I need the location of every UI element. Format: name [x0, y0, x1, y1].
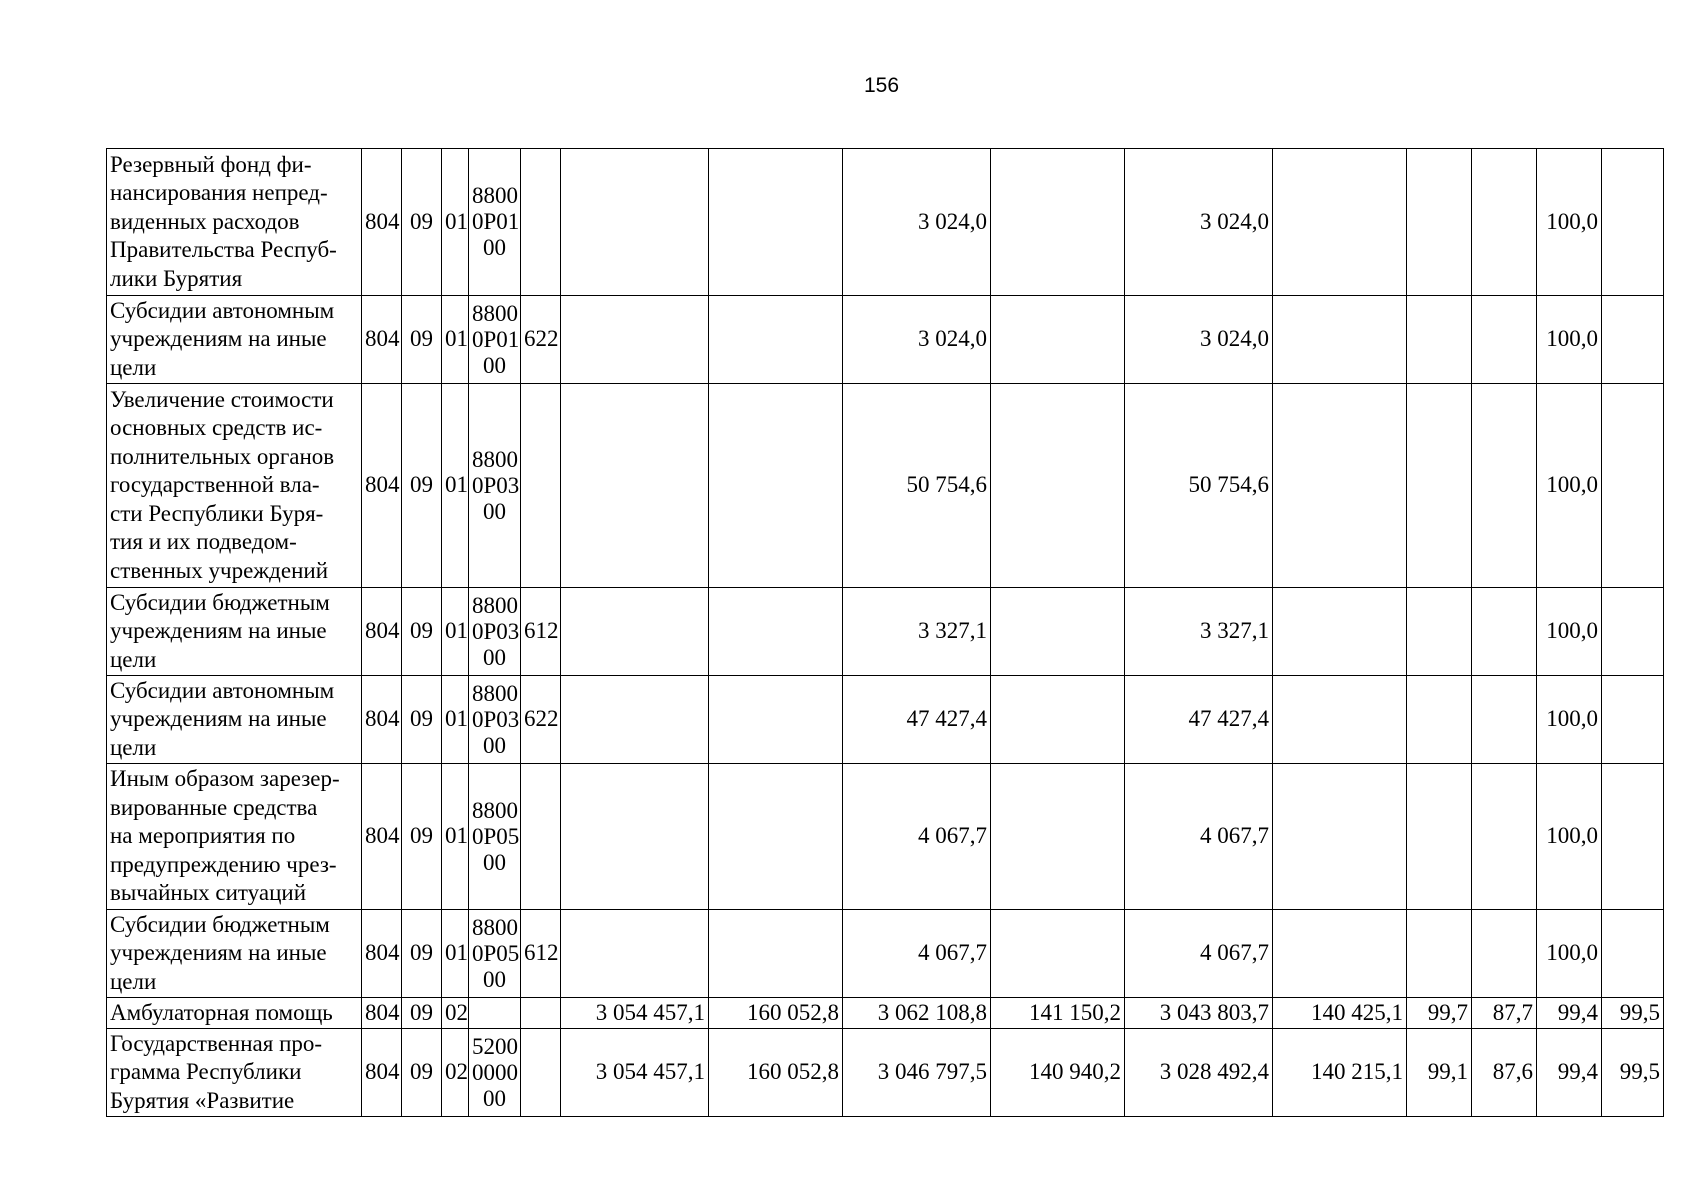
vr-code: 622 [521, 296, 561, 384]
percent-cell [1472, 296, 1537, 384]
value-cell: 3 046 797,5 [843, 1029, 991, 1117]
table-row [107, 764, 1664, 910]
value-cell: 3 054 457,1 [561, 1029, 709, 1117]
ved-code: 804 [362, 910, 402, 998]
percent-cell [1407, 588, 1472, 676]
pr-code: 02 [442, 998, 469, 1029]
value-cell: 3 062 108,8 [843, 998, 991, 1029]
percent-cell [1472, 384, 1537, 588]
rz-code: 09 [402, 1029, 442, 1117]
value-cell [561, 149, 709, 296]
rz-code: 09 [402, 998, 442, 1029]
rz-code: 09 [402, 384, 442, 588]
ved-code: 804 [362, 384, 402, 588]
percent-cell [1472, 910, 1537, 998]
table-row [107, 384, 1664, 588]
percent-cell [1602, 676, 1664, 764]
value-cell: 50 754,6 [843, 384, 991, 588]
percent-cell: 87,7 [1472, 998, 1537, 1029]
value-cell: 3 024,0 [1125, 296, 1273, 384]
percent-cell [1407, 384, 1472, 588]
value-cell: 140 425,1 [1273, 998, 1407, 1029]
rz-code: 09 [402, 296, 442, 384]
percent-cell [1472, 149, 1537, 296]
value-cell [709, 149, 843, 296]
table-row [107, 676, 1664, 764]
percent-cell: 100,0 [1537, 910, 1602, 998]
row-description: Субсидии автономным учреждениям на иные цели [107, 676, 362, 764]
value-cell: 3 024,0 [1125, 149, 1273, 296]
vr-code [521, 1029, 561, 1117]
value-cell: 3 043 803,7 [1125, 998, 1273, 1029]
value-cell [991, 676, 1125, 764]
row-description: Государственная про- грамма Республики Бурятия «Развитие [107, 1029, 362, 1117]
percent-cell [1602, 149, 1664, 296]
rz-code: 09 [402, 149, 442, 296]
ved-code: 804 [362, 998, 402, 1029]
row-description: Иным образом зарезер- вированные средства на мероприятия по предупреждению чрез- вычайных ситуаций [107, 764, 362, 910]
value-cell: 3 024,0 [843, 296, 991, 384]
value-cell [1273, 676, 1407, 764]
ved-code: 804 [362, 1029, 402, 1117]
percent-cell [1472, 676, 1537, 764]
value-cell [991, 149, 1125, 296]
percent-cell: 100,0 [1537, 764, 1602, 910]
percent-cell [1407, 296, 1472, 384]
row-description: Амбулаторная помощь [107, 998, 362, 1029]
pr-code: 01 [442, 910, 469, 998]
table-row [107, 1029, 1664, 1117]
vr-code: 612 [521, 910, 561, 998]
table-row [107, 588, 1664, 676]
value-cell: 141 150,2 [991, 998, 1125, 1029]
value-cell: 140 215,1 [1273, 1029, 1407, 1117]
percent-cell: 99,4 [1537, 998, 1602, 1029]
table-row [107, 296, 1664, 384]
percent-cell [1602, 910, 1664, 998]
value-cell: 4 067,7 [843, 910, 991, 998]
percent-cell: 100,0 [1537, 296, 1602, 384]
value-cell: 160 052,8 [709, 1029, 843, 1117]
csr-code: 8800 0Р03 00 [469, 588, 521, 676]
value-cell [561, 588, 709, 676]
table-row [107, 998, 1664, 1029]
value-cell: 47 427,4 [843, 676, 991, 764]
value-cell [991, 588, 1125, 676]
value-cell [991, 910, 1125, 998]
percent-cell: 99,5 [1602, 998, 1664, 1029]
percent-cell [1602, 384, 1664, 588]
value-cell: 3 054 457,1 [561, 998, 709, 1029]
value-cell [1273, 296, 1407, 384]
percent-cell [1472, 588, 1537, 676]
percent-cell: 99,4 [1537, 1029, 1602, 1117]
pr-code: 01 [442, 764, 469, 910]
value-cell [991, 764, 1125, 910]
value-cell [1273, 588, 1407, 676]
percent-cell: 100,0 [1537, 588, 1602, 676]
csr-code: 8800 0Р05 00 [469, 764, 521, 910]
value-cell: 160 052,8 [709, 998, 843, 1029]
percent-cell [1407, 676, 1472, 764]
pr-code: 01 [442, 384, 469, 588]
rz-code: 09 [402, 910, 442, 998]
value-cell [561, 764, 709, 910]
row-description: Субсидии бюджетным учреждениям на иные цели [107, 910, 362, 998]
csr-code: 8800 0Р03 00 [469, 676, 521, 764]
ved-code: 804 [362, 149, 402, 296]
row-description: Увеличение стоимости основных средств ис- полнительных органов государственной вла- сти Республики Буря- тия и их подведом- ственных учреждений [107, 384, 362, 588]
pr-code: 01 [442, 149, 469, 296]
percent-cell: 99,5 [1602, 1029, 1664, 1117]
csr-code: 8800 0Р01 00 [469, 149, 521, 296]
percent-cell: 99,1 [1407, 1029, 1472, 1117]
csr-code: 8800 0Р05 00 [469, 910, 521, 998]
percent-cell [1602, 296, 1664, 384]
value-cell [709, 296, 843, 384]
table-row [107, 149, 1664, 296]
value-cell [561, 296, 709, 384]
percent-cell: 87,6 [1472, 1029, 1537, 1117]
value-cell [709, 588, 843, 676]
vr-code [521, 998, 561, 1029]
row-description: Субсидии автономным учреждениям на иные цели [107, 296, 362, 384]
value-cell [709, 910, 843, 998]
value-cell [1273, 149, 1407, 296]
vr-code [521, 764, 561, 910]
value-cell [709, 676, 843, 764]
csr-code: 5200 0000 00 [469, 1029, 521, 1117]
vr-code: 622 [521, 676, 561, 764]
row-description: Субсидии бюджетным учреждениям на иные цели [107, 588, 362, 676]
value-cell: 47 427,4 [1125, 676, 1273, 764]
table-row [107, 910, 1664, 998]
vr-code [521, 384, 561, 588]
value-cell: 3 024,0 [843, 149, 991, 296]
vr-code: 612 [521, 588, 561, 676]
percent-cell: 100,0 [1537, 676, 1602, 764]
pr-code: 02 [442, 1029, 469, 1117]
value-cell [991, 384, 1125, 588]
percent-cell: 99,7 [1407, 998, 1472, 1029]
value-cell [709, 764, 843, 910]
value-cell [561, 910, 709, 998]
pr-code: 01 [442, 676, 469, 764]
csr-code: 8800 0Р03 00 [469, 384, 521, 588]
page-number: 156 [863, 74, 900, 97]
value-cell [561, 384, 709, 588]
value-cell [1273, 910, 1407, 998]
value-cell: 4 067,7 [1125, 910, 1273, 998]
value-cell: 3 327,1 [843, 588, 991, 676]
pr-code: 01 [442, 296, 469, 384]
ved-code: 804 [362, 764, 402, 910]
ved-code: 804 [362, 588, 402, 676]
rz-code: 09 [402, 676, 442, 764]
csr-code [469, 998, 521, 1029]
value-cell [1273, 384, 1407, 588]
percent-cell: 100,0 [1537, 149, 1602, 296]
rz-code: 09 [402, 764, 442, 910]
value-cell: 3 028 492,4 [1125, 1029, 1273, 1117]
percent-cell [1602, 764, 1664, 910]
value-cell: 3 327,1 [1125, 588, 1273, 676]
value-cell: 4 067,7 [1125, 764, 1273, 910]
pr-code: 01 [442, 588, 469, 676]
value-cell: 140 940,2 [991, 1029, 1125, 1117]
value-cell [709, 384, 843, 588]
row-description: Резервный фонд фи- нансирования непред- виденных расходов Правительства Респуб- лики Бурятия [107, 149, 362, 296]
ved-code: 804 [362, 296, 402, 384]
vr-code [521, 149, 561, 296]
percent-cell: 100,0 [1537, 384, 1602, 588]
value-cell [561, 676, 709, 764]
percent-cell [1407, 764, 1472, 910]
value-cell [991, 296, 1125, 384]
rz-code: 09 [402, 588, 442, 676]
value-cell: 4 067,7 [843, 764, 991, 910]
percent-cell [1407, 149, 1472, 296]
percent-cell [1602, 588, 1664, 676]
percent-cell [1472, 764, 1537, 910]
value-cell [1273, 764, 1407, 910]
value-cell: 50 754,6 [1125, 384, 1273, 588]
percent-cell [1407, 910, 1472, 998]
csr-code: 8800 0Р01 00 [469, 296, 521, 384]
budget-table [106, 148, 1664, 1117]
ved-code: 804 [362, 676, 402, 764]
